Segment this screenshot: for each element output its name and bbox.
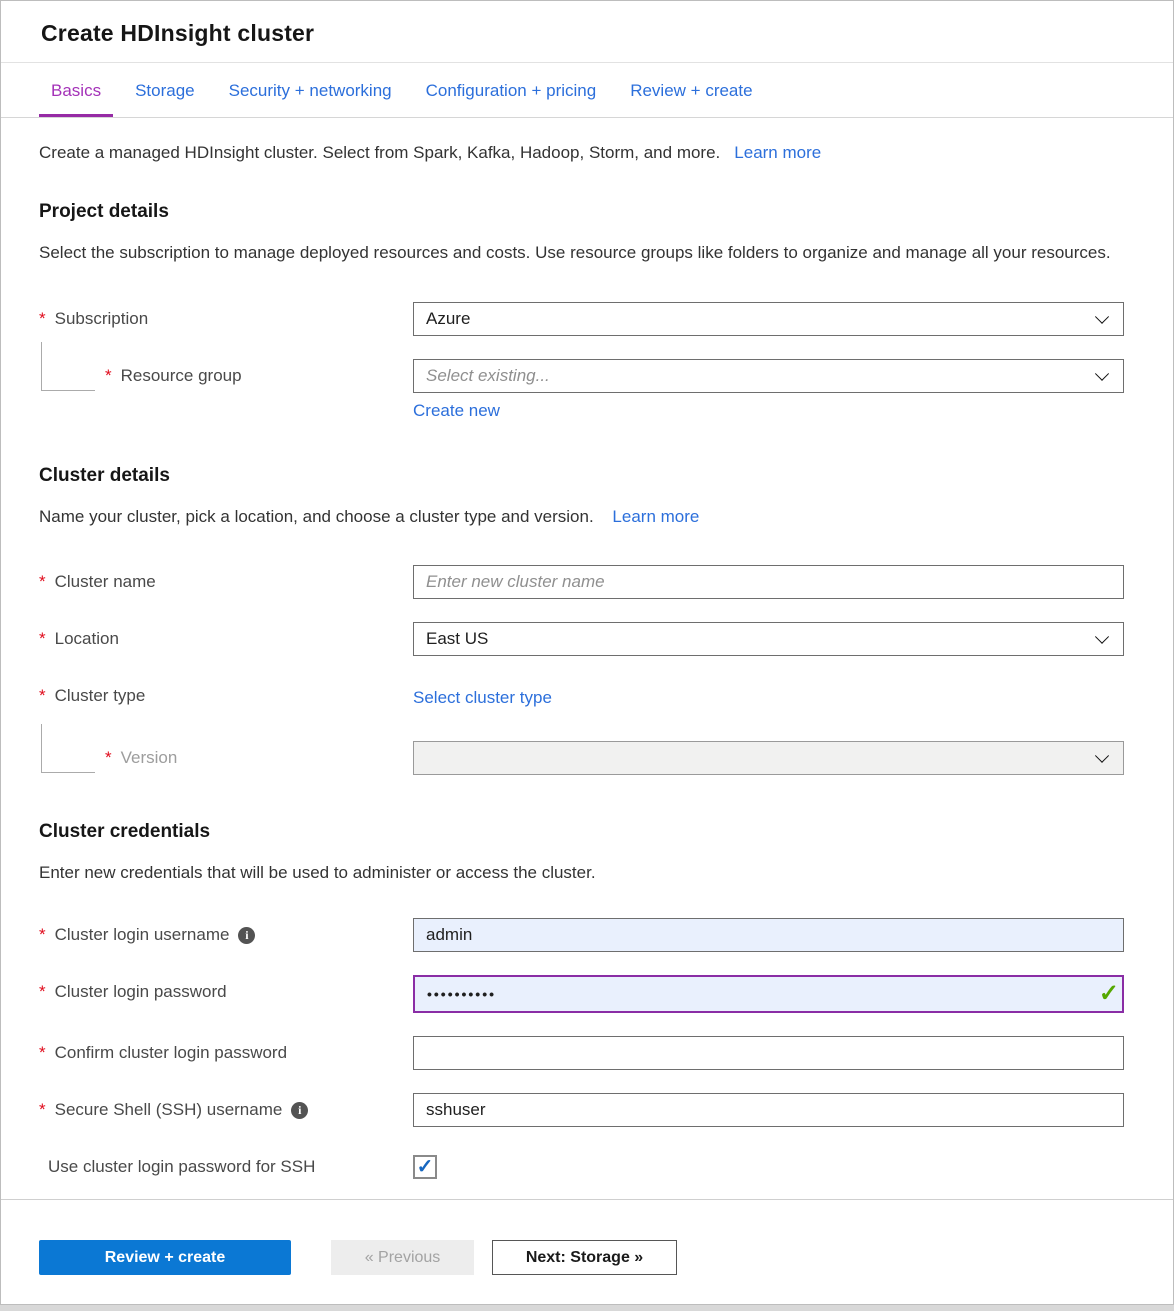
version-label: * Version [105,748,178,767]
version-dropdown [413,741,1124,775]
hierarchy-connector [41,724,95,773]
cluster-details-learn-more-link[interactable]: Learn more [612,507,700,526]
chevron-down-icon [1095,630,1109,644]
cluster-credentials-heading: Cluster credentials [39,821,211,842]
required-marker: * [39,686,46,705]
tab-review-create[interactable]: Review + create [630,81,753,100]
location-dropdown[interactable] [413,622,1124,656]
checkbox-check-icon: ✓ [416,1156,434,1178]
required-marker: * [105,748,112,767]
use-password-ssh-row [39,1150,1124,1184]
info-icon[interactable]: i [291,1102,308,1119]
required-marker: * [39,629,46,648]
intro-description: Create a managed HDInsight cluster. Select from Spark, Kafka, Hadoop, Storm, and more. [39,143,721,162]
next-storage-button[interactable]: Next: Storage » [492,1240,677,1275]
intro-learn-more-link[interactable]: Learn more [734,143,822,162]
confirm-password-row [39,1036,1124,1070]
resource-group-dropdown[interactable] [413,359,1124,393]
previous-button: « Previous [331,1240,474,1275]
intro-text [39,118,1124,163]
location-value: East US [426,629,489,648]
login-password-row [39,975,1124,1013]
cluster-name-input[interactable] [413,565,1124,599]
subscription-value: Azure [426,309,471,328]
resource-group-placeholder: Select existing... [426,366,550,385]
location-label: * Location [39,629,119,648]
ssh-username-row [39,1093,1124,1127]
cluster-name-label: * Cluster name [39,572,156,591]
subscription-dropdown[interactable] [413,302,1124,336]
page-title: Create HDInsight cluster [41,20,315,46]
login-password-label: * Cluster login password [39,982,227,1001]
login-username-label: * Cluster login username i [39,918,413,952]
blade-header [1,1,1173,63]
subscription-row [39,302,1124,336]
resource-group-row [39,359,1124,421]
confirm-password-label: * Confirm cluster login password [39,1043,288,1062]
project-details-description: Select the subscription to manage deployed resources and costs. Use resource groups like folders to organize and manage all your resources. [39,243,1111,262]
section-project-details [39,201,1124,268]
login-password-input[interactable] [413,975,1124,1013]
cluster-name-row [39,565,1124,599]
confirm-password-input[interactable] [413,1036,1124,1070]
tab-basics[interactable]: Basics [39,67,113,117]
select-cluster-type-link[interactable]: Select cluster type [413,688,552,707]
resource-group-label: * Resource group [105,366,242,385]
hierarchy-connector [41,342,95,391]
tab-storage[interactable]: Storage [135,81,195,100]
required-marker: * [39,1100,46,1119]
create-new-resource-group-link[interactable]: Create new [413,401,500,420]
ssh-username-label: * Secure Shell (SSH) username i [39,1093,413,1127]
review-create-button[interactable]: Review + create [39,1240,291,1275]
required-marker: * [39,572,46,591]
ssh-username-input[interactable] [413,1093,1124,1127]
wizard-tabs [1,63,1173,118]
tab-security-networking[interactable]: Security + networking [228,81,392,100]
tab-configuration-pricing[interactable]: Configuration + pricing [425,81,597,100]
cluster-details-heading: Cluster details [39,465,170,486]
use-password-ssh-checkbox[interactable] [413,1155,437,1179]
section-cluster-details [39,465,1124,532]
login-username-input[interactable] [413,918,1124,952]
use-password-ssh-label: Use cluster login password for SSH [48,1157,316,1176]
project-details-heading: Project details [39,201,169,222]
version-row [39,741,1124,775]
required-marker: * [39,982,46,1001]
cluster-type-row [39,679,1124,713]
cluster-type-label: * Cluster type [39,686,146,705]
required-marker: * [39,309,46,328]
location-row [39,622,1124,656]
chevron-down-icon [1095,749,1109,763]
subscription-label: * Subscription [39,309,149,328]
info-icon[interactable]: i [238,927,255,944]
section-cluster-credentials [39,821,1124,888]
cluster-details-description: Name your cluster, pick a location, and choose a cluster type and version. Learn more [39,507,700,526]
required-marker: * [105,366,112,385]
required-marker: * [39,925,46,944]
cluster-credentials-description: Enter new credentials that will be used to administer or access the cluster. [39,863,596,882]
login-username-row [39,918,1124,952]
chevron-down-icon [1095,367,1109,381]
valid-check-icon: ✓ [1098,980,1119,1007]
blade-footer [1,1199,1173,1304]
chevron-down-icon [1095,310,1109,324]
required-marker: * [39,1043,46,1062]
